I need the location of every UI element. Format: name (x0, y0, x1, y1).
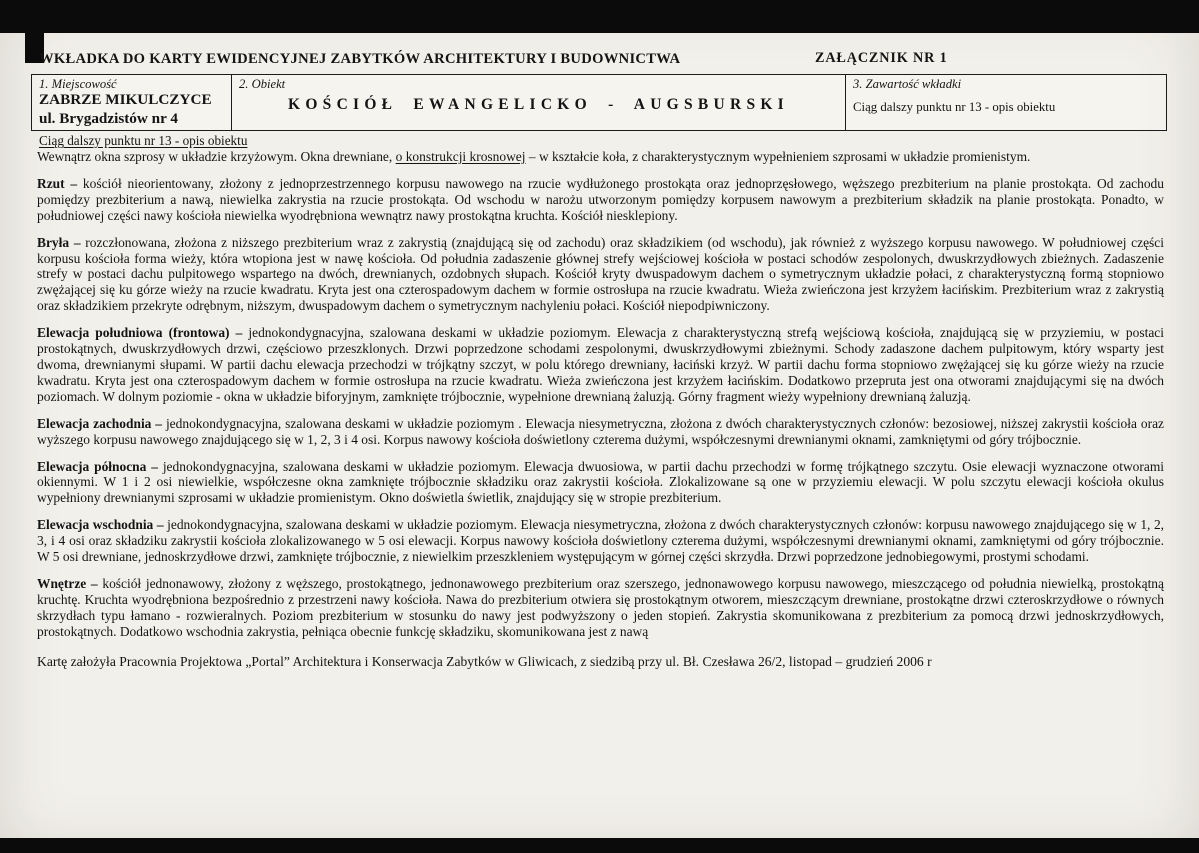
section-text-elewacja-zachodnia: jednokondygnacyjna, szalowana deskami w układzie poziomym . Elewacja niesymetryczna, złożona z dwóch charakterystycznych członów: bezosiowej, niższej zakrystii kościoła oraz wyższego korpusu nawowego znajdującego się w 1, 2, 3 i 4 osi. Korpus nawowy kościoła doświetlony czterema dużymi, współczesnymi drewnianymi oknami, zamkniętymi od góry trójbocznie. (37, 415, 1165, 447)
intro-text-underlined: o konstrukcji krosnowej (395, 149, 526, 164)
section-text-rzut: kościół nieorientowany, złożony z jednoprzestrzennego korpusu nawowego na rzucie wydłużonego prostokąta oraz jednoprzęsłowego, węższego prezbiterium na planie prostokąta. Od zachodu pomiędzy prezbiterium a nawą, niewielka zakrystia na rzucie prostokąta. Od wschodu w narożu utworzonym pomiędzy korpusem nawowym a prezbiterium składzik na planie prostokąta. Ponadto, w południowej części nawy kościoła niewielka wyodrębniona wewnątrz nawy prostokątna kruchta. Kościół niesklepiony. (37, 175, 1164, 223)
table-cell-object (231, 75, 845, 131)
paragraph-elewacja-wschodnia (37, 517, 1164, 565)
scan-black-band-top (0, 0, 1199, 33)
object-field-label: 2. Obiekt (239, 77, 286, 91)
footer-attribution: Kartę założyła Pracownia Projektowa „Portal” Architektura i Konserwacja Zabytków w Gliwicach, z siedzibą przy ul. Bł. Czesława 26/2, listopad – grudzień 2006 r (37, 653, 932, 669)
paragraph-elewacja-polnocna (37, 459, 1164, 507)
section-lead-bryla: Bryła – (37, 234, 81, 250)
section-text-elewacja-poludniowa: jednokondygnacyjna, szalowana deskami w układzie poziomym. Elewacja z charakterystyczną strefą wejściową kościoła, znajdującą się w przyziemiu, w postaci prostokątnych, dwuskrzydłowych drzwi, częściowo przeszklonych. Drzwi poprzedzone schodami zespolonymi, dwuskrzydłowymi zbieżnymi. Schody zadaszone dachem pulpitowym, który wsparty jest dwoma, drewnianymi słupami. W partii dachu elewacja przechodzi w trójkątny szczyt, w polu którego drewniany, łaciński krzyż. W partii dachu forma stopniowo zwężającej się ku górze wieży na rzucie kwadratu. Kryta jest ona czterospadowym dachem w formie ostrosłupa na rzucie kwadratu. Wieża zwieńczona jest krzyżem łacińskim. Dodatkowo przepruta jest ona otworami znajdującymi się na dwóch poziomach. W dolnym poziomie - okna w układzie biforyjnym, zamknięte trójbocznie, wypełnione drewnianą żaluzją. Górny fragment wieży wypełniony drewnianą żaluzją. (37, 325, 1164, 404)
continuation-subheading: Ciąg dalszy punktu nr 13 - opis obiektu (39, 133, 248, 148)
section-text-bryla: rozczłonowana, złożona z niższego prezbiterium wraz z zakrystią (znajdującą się od zachodu) oraz składzikiem (od wschodu), jak również z wyższego korpusu nawowego. W południowej części korpusu kościoła forma wieży, która wtopiona jest w nawę kościoła. Od południa zadaszenie głównej strefy wejściowej kościoła w postaci schodów zespolonych, dwuskrzydłowych zbieżnych. Zadaszenie strefy w postaci dachu pulpitowego wspartego na dwóch, drewnianych, ozdobnych słupach. Kościół kryty dwuspadowym dachem o symetrycznym układzie połaci, z charakterystyczną formą stopniowo zwężającej się ku górze wieży na rzucie kwadratu. Kryta jest ona czterospadowym dachem w formie ostrosłupa na rzucie kwadratu. Wieża zwieńczona jest krzyżem łacińskim. Prezbiterium wraz z zakrystią oraz składzikiem przekryte odrębnym, niższym, dwuspadowym dachem o symetrycznym nachyleniu połaci. Kościół niepodpiwniczony. (37, 234, 1164, 314)
paragraph-wnetrze (37, 576, 1164, 640)
section-lead-elewacja-zachodnia: Elewacja zachodnia – (37, 415, 163, 431)
section-lead-elewacja-poludniowa: Elewacja południowa (frontowa) – (37, 325, 243, 341)
table-cell-insert-contents (845, 75, 1166, 131)
intro-text-pre: Wewnątrz okna szprosy w układzie krzyżowym. Okna drewniane, (37, 149, 396, 164)
intro-text-post: – w kształcie koła, z charakterystycznym wypełnieniem szprosami w układzie promienistym. (525, 149, 1031, 164)
table-cell-locality (32, 75, 231, 131)
locality-name: ZABRZE MIKULCZYCE (39, 91, 212, 109)
paragraph-rzut (37, 176, 1164, 224)
attachment-number-label: ZAŁĄCZNIK NR 1 (815, 50, 948, 66)
locality-address: ul. Brygadzistów nr 4 (39, 110, 178, 128)
section-text-elewacja-wschodnia: jednokondygnacyjna, szalowana deskami w układzie poziomym. Elewacja niesymetryczna, złożona z dwóch charakterystycznych członów: korpusu nawowego znajdującego się w 1, 2, 3, i 4 osi oraz składziku zakrystii kościoła zlokalizowanego w 5 osi elewacji. Korpus nawowy kościoła doświetlony czterema dużymi, współczesnymi drewnianymi oknami, zamkniętymi od góry trójbocznie. W 5 osi drewniane, jednoskrzydłowe drzwi, zamknięte trójbocznie, z niewielkim przeszkleniem występującym w górnej części skrzydła. Drzwi poprzedzone jednobiegowymi, prostymi schodami. (37, 517, 1165, 565)
document-header (39, 50, 1165, 70)
paragraph-bryla (37, 235, 1164, 315)
section-lead-wnetrze: Wnętrze – (37, 575, 98, 591)
insert-contents-field-label: 3. Zawartość wkładki (853, 77, 962, 91)
description-body (37, 149, 1164, 669)
scan-black-band-bottom (0, 838, 1199, 853)
section-lead-elewacja-wschodnia: Elewacja wschodnia – (37, 517, 164, 533)
document-title: WKŁADKA DO KARTY EWIDENCYJNEJ ZABYTKÓW ARCHITEKTURY I BUDOWNICTWA (39, 51, 681, 67)
section-lead-elewacja-polnocna: Elewacja północna – (37, 458, 158, 474)
section-text-wnetrze: kościół jednonawowy, złożony z węższego, prostokątnego, jednonawowego prezbiterium oraz szerszego, jednonawowego korpusu nawowego, mieszczącego od południa niewielką, prostokątną kruchtę. Kruchta wyodrębniona bezpośrednio z przestrzeni nawy kościoła. Nawa do prezbiterium otwiera się prostokątnym otworem, mieszczącym drewniane, prostokątne drzwi czteroskrzydłowe o równych skrzydłach typu łamano - rozwieralnych. Poziom prezbiterium w stosunku do nawy jest podwyższony o jeden stopień. Zakrystia skomunikowana z prezbiterium za pomocą drzwi jednoskrzydłowych, prostokątnych. Dodatkowo wschodnia zakrystia, pełniąca obecnie funkcję składziku, skomunikowana jest z nawą (37, 575, 1164, 639)
paragraph-intro (37, 149, 1164, 165)
locality-field-label: 1. Miejscowość (39, 77, 117, 91)
insert-contents-value: Ciąg dalszy punktu nr 13 - opis obiektu (853, 100, 1056, 115)
section-text-elewacja-polnocna: jednokondygnacyjna, szalowana deskami w układzie poziomym. Elewacja dwuosiowa, w partii dachu przechodzi w formę trójkątnego szczytu. Osie elewacji wyznaczone otworami okiennymi. W 1 i 2 osi niewielkie, współczesne okna zamknięte trójbocznie składziku oraz zakrystii kościoła. Zlokalizowane są one w przyziemiu elewacji. W polu szczytu elewacji kościoła okulus wypełniony drewnianymi szprosami w układzie promienistym. Okno doświetla świetlik, znajdujący się w stropie prezbiterium. (37, 458, 1165, 506)
paragraph-elewacja-zachodnia (37, 416, 1164, 448)
identification-table (31, 74, 1167, 131)
paragraph-elewacja-poludniowa (37, 325, 1164, 405)
section-lead-rzut: Rzut – (37, 175, 78, 191)
object-name: KOŚCIÓŁ EWANGELICKO - AUGSBURSKI (288, 96, 789, 114)
